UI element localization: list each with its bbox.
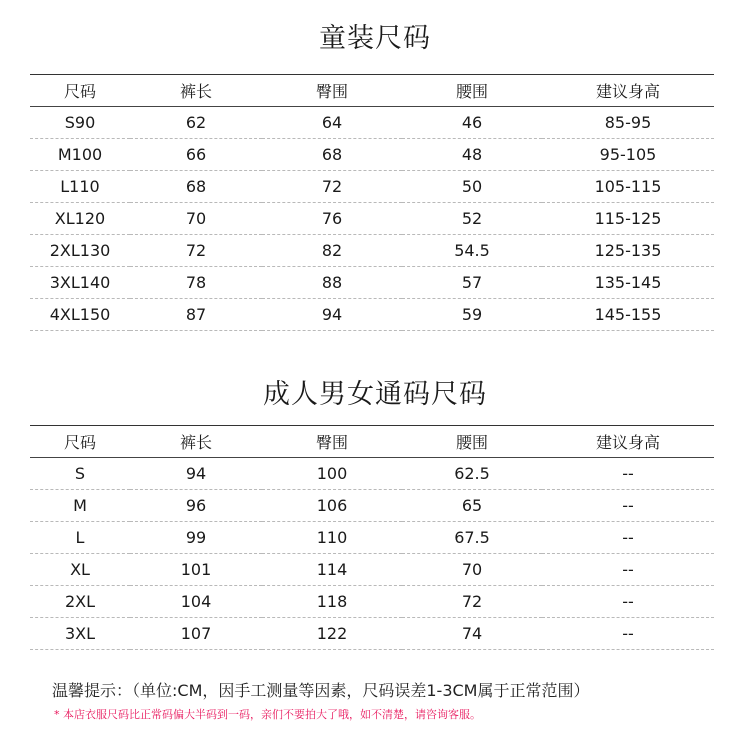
size-cell: S (30, 458, 130, 490)
pants-length-cell: 107 (130, 618, 262, 650)
hip-cell: 94 (262, 299, 402, 331)
height-cell: -- (542, 554, 714, 586)
waist-cell: 57 (402, 267, 542, 299)
kids-size-title: 童装尺码 (319, 23, 431, 54)
waist-cell: 46 (402, 107, 542, 139)
size-cell: L (30, 522, 130, 554)
size-cell: S90 (30, 107, 130, 139)
adult-size-title: 成人男女通码尺码 (263, 379, 487, 410)
height-cell: -- (542, 586, 714, 618)
hip-cell: 82 (262, 235, 402, 267)
height-cell: 115-125 (542, 203, 714, 235)
table-row (30, 171, 714, 203)
kids-header-height: 建议身高 (542, 75, 714, 107)
waist-cell: 70 (402, 554, 542, 586)
pants-length-cell: 66 (130, 139, 262, 171)
height-cell: -- (542, 458, 714, 490)
pants-length-cell: 72 (130, 235, 262, 267)
table-row (30, 235, 714, 267)
pants-length-cell: 101 (130, 554, 262, 586)
hip-cell: 64 (262, 107, 402, 139)
size-cell: XL120 (30, 203, 130, 235)
height-cell: -- (542, 618, 714, 650)
kids-header-pants-length: 裤长 (130, 75, 262, 107)
table-row (30, 299, 714, 331)
measurement-tip: 温馨提示：（单位:CM，因手工测量等因素，尺码误差1-3CM属于正常范围） (52, 681, 590, 700)
size-cell: 4XL150 (30, 299, 130, 331)
height-cell: 85-95 (542, 107, 714, 139)
height-cell: 145-155 (542, 299, 714, 331)
table-row (30, 107, 714, 139)
table-row (30, 490, 714, 522)
pants-length-cell: 68 (130, 171, 262, 203)
size-cell: XL (30, 554, 130, 586)
adult-header-waist: 腰围 (402, 426, 542, 458)
waist-cell: 74 (402, 618, 542, 650)
height-cell: 105-115 (542, 171, 714, 203)
waist-cell: 50 (402, 171, 542, 203)
height-cell: 95-105 (542, 139, 714, 171)
table-row (30, 139, 714, 171)
sizing-warning: * 本店衣服尺码比正常码偏大半码到一码，亲们不要拍大了哦，如不清楚，请咨询客服。 (54, 708, 481, 721)
pants-length-cell: 94 (130, 458, 262, 490)
size-cell: 2XL (30, 586, 130, 618)
kids-header-hip: 臀围 (262, 75, 402, 107)
waist-cell: 48 (402, 139, 542, 171)
table-row (30, 618, 714, 650)
pants-length-cell: 87 (130, 299, 262, 331)
height-cell: 135-145 (542, 267, 714, 299)
size-cell: 3XL140 (30, 267, 130, 299)
size-cell: 2XL130 (30, 235, 130, 267)
size-cell: 3XL (30, 618, 130, 650)
size-cell: L110 (30, 171, 130, 203)
hip-cell: 122 (262, 618, 402, 650)
adult-size-table (30, 425, 714, 650)
adult-header-hip: 臀围 (262, 426, 402, 458)
height-cell: 125-135 (542, 235, 714, 267)
kids-size-table (30, 74, 714, 331)
table-row (30, 522, 714, 554)
table-row (30, 458, 714, 490)
kids-header-size: 尺码 (30, 75, 130, 107)
waist-cell: 65 (402, 490, 542, 522)
hip-cell: 110 (262, 522, 402, 554)
hip-cell: 72 (262, 171, 402, 203)
hip-cell: 76 (262, 203, 402, 235)
pants-length-cell: 99 (130, 522, 262, 554)
adult-header-pants-length: 裤长 (130, 426, 262, 458)
hip-cell: 88 (262, 267, 402, 299)
table-row (30, 586, 714, 618)
size-cell: M100 (30, 139, 130, 171)
size-cell: M (30, 490, 130, 522)
adult-header-height: 建议身高 (542, 426, 714, 458)
adult-header-size: 尺码 (30, 426, 130, 458)
waist-cell: 54.5 (402, 235, 542, 267)
hip-cell: 118 (262, 586, 402, 618)
waist-cell: 72 (402, 586, 542, 618)
waist-cell: 59 (402, 299, 542, 331)
adult-header-row (30, 426, 714, 458)
waist-cell: 62.5 (402, 458, 542, 490)
pants-length-cell: 78 (130, 267, 262, 299)
pants-length-cell: 70 (130, 203, 262, 235)
table-row (30, 203, 714, 235)
hip-cell: 106 (262, 490, 402, 522)
table-row (30, 554, 714, 586)
pants-length-cell: 62 (130, 107, 262, 139)
waist-cell: 67.5 (402, 522, 542, 554)
table-row (30, 267, 714, 299)
hip-cell: 100 (262, 458, 402, 490)
hip-cell: 68 (262, 139, 402, 171)
waist-cell: 52 (402, 203, 542, 235)
height-cell: -- (542, 490, 714, 522)
pants-length-cell: 104 (130, 586, 262, 618)
height-cell: -- (542, 522, 714, 554)
kids-header-row (30, 75, 714, 107)
pants-length-cell: 96 (130, 490, 262, 522)
hip-cell: 114 (262, 554, 402, 586)
kids-header-waist: 腰围 (402, 75, 542, 107)
